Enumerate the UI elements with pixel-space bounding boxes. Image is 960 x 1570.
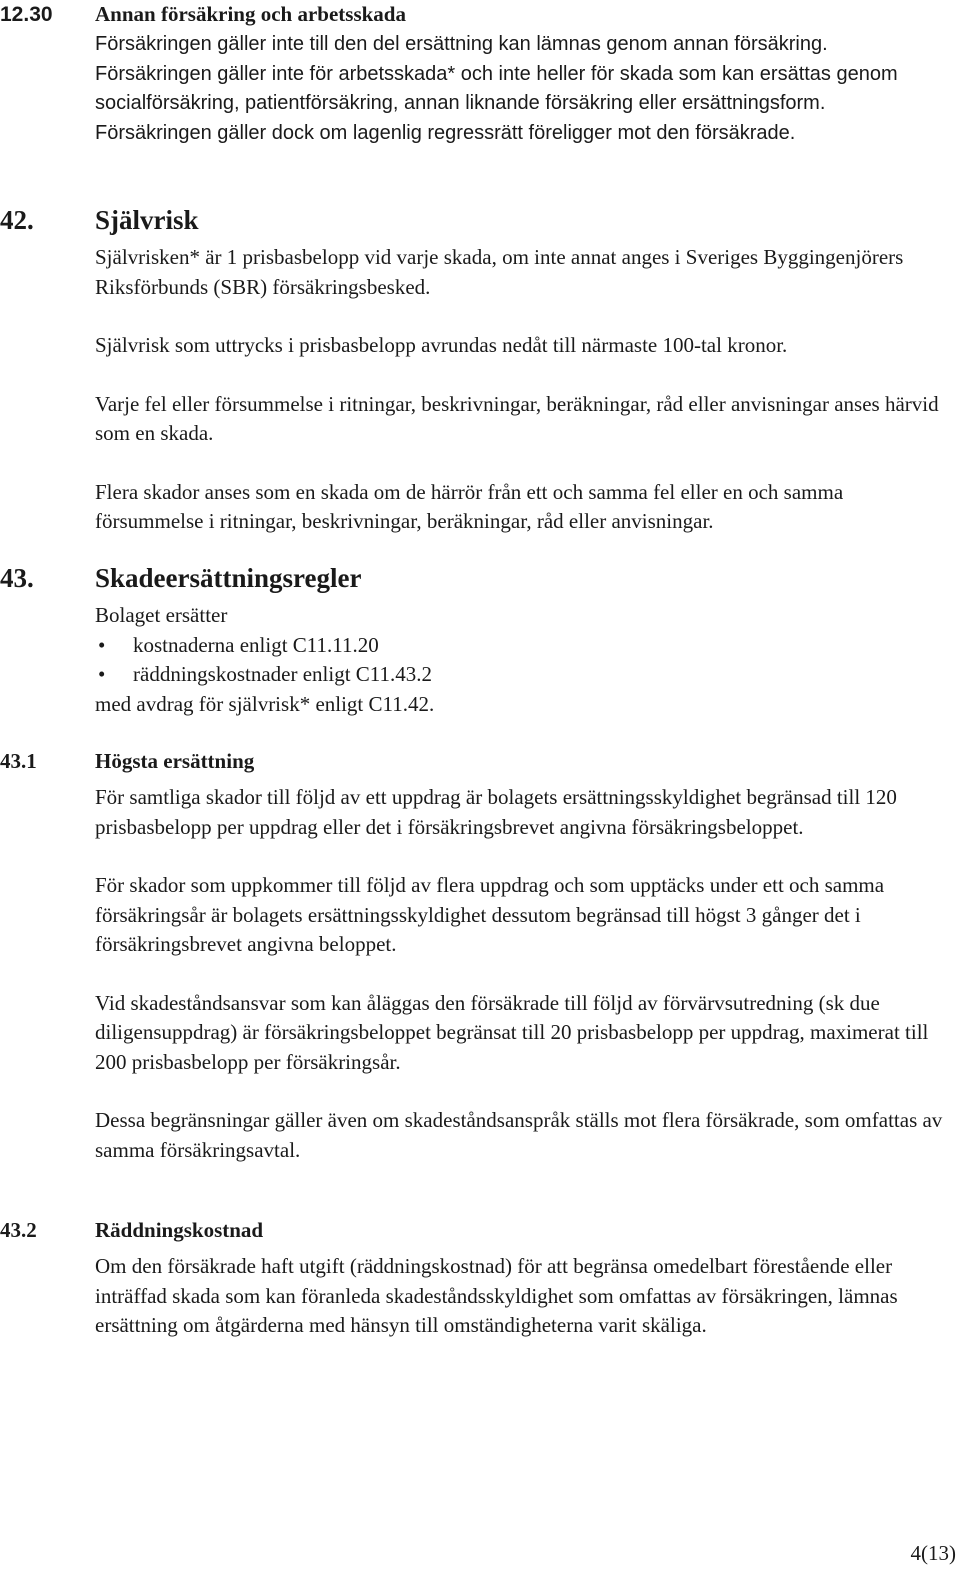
section-title: Skadeersättningsregler [95, 563, 362, 593]
section-title: Högsta ersättning [95, 749, 255, 773]
list-item [95, 660, 955, 690]
paragraph: Självrisk som uttrycks i prisbasbelopp avrundas nedåt till närmaste 100-tal kronor. [95, 333, 788, 357]
section-title: Räddningskostnad [95, 1218, 264, 1242]
section-43-1-body [95, 783, 955, 1165]
list-item-text: räddningskostnader enligt C11.43.2 [133, 662, 433, 686]
page-number: 4(13) [910, 1541, 956, 1565]
paragraph: Självrisken* är 1 prisbasbelopp vid varje skada, om inte annat anges i Sveriges Byggingenjörers Riksförbunds (SBR) försäkringsbesked. [95, 245, 904, 299]
paragraph: Försäkringen gäller inte för arbetsskada* och inte heller för skada som kan ersättas genom socialförsäkring, patientförsäkring, annan liknande försäkring eller ersättningsform. [95, 62, 898, 114]
paragraph: Vid skadeståndsansvar som kan åläggas den försäkrade till följd av förvärvsutredning (sk due diligensuppdrag) är försäkringsbeloppet begränsat till 20 prisbasbelopp per uppdrag, maximerat till 200 prisbasbelopp per försäkringsår. [95, 990, 929, 1074]
section-12-30-body [95, 30, 955, 148]
list-item [95, 631, 955, 661]
paragraph: med avdrag för självrisk* enligt C11.42. [95, 691, 435, 716]
paragraph: För skador som uppkommer till följd av flera uppdrag och som upptäcks under ett och samma försäkringsår är bolagets ersättningsskyldighet dessutom begränsad till högst 3 gånger det i försäkringsbrevet angivna beloppet. [95, 873, 885, 956]
paragraph: Dessa begränsningar gäller även om skadeståndsanspråk ställs mot flera försäkrade, som omfattas av samma försäkringsavtal. [95, 1108, 943, 1162]
section-43-body [95, 601, 955, 719]
section-number: 43. [0, 563, 34, 593]
section-number: 42. [0, 205, 34, 235]
section-title: Annan försäkring och arbetsskada [95, 2, 406, 26]
paragraph: Försäkringen gäller dock om lagenlig regressrätt föreligger mot den försäkrade. [95, 121, 796, 144]
paragraph: Varje fel eller försummelse i ritningar, beskrivningar, beräkningar, råd eller anvisningar anses härvid som en skada. [95, 391, 939, 445]
paragraph: Bolaget ersätter [95, 603, 228, 627]
list-item-text: kostnaderna enligt C11.11.20 [133, 632, 379, 657]
paragraph: Om den försäkrade haft utgift (räddningskostnad) för att begränsa omedelbart förestående eller inträffad skada som kan föranleda skadeståndsskyldighet som omfattas av försäkringen, lämnas ersättning om åtgärderna med hänsyn till omständigheterna varit skäliga. [95, 1254, 898, 1337]
bullet-icon: • [98, 632, 106, 657]
paragraph: För samtliga skador till följd av ett uppdrag är bolagets ersättningsskyldighet begränsad till 120 prisbasbelopp per uppdrag eller det i försäkringsbrevet angivna försäkringsbeloppet. [95, 785, 897, 839]
paragraph: Flera skador anses som en skada om de härrör från ett och samma fel eller en och samma försummelse i ritningar, beskrivningar, beräkningar, råd eller anvisningar. [95, 479, 844, 533]
bullet-icon: • [98, 662, 106, 686]
section-title: Självrisk [95, 205, 199, 235]
section-number: 43.1 [0, 749, 37, 773]
section-number: 12.30 [0, 3, 53, 26]
section-42-body [95, 243, 955, 537]
section-number: 43.2 [0, 1218, 37, 1242]
section-43-2-body [95, 1252, 955, 1341]
paragraph: Försäkringen gäller inte till den del ersättning kan lämnas genom annan försäkring. [95, 33, 828, 55]
bullet-list [95, 631, 955, 690]
